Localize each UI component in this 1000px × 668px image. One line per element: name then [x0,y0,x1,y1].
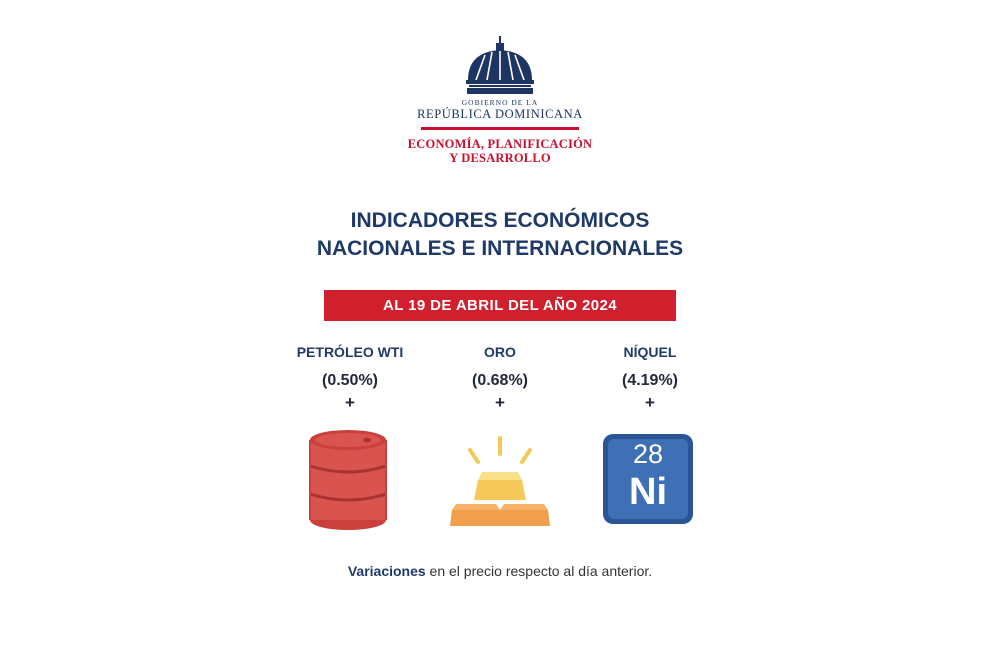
dome-emblem-icon [465,34,535,96]
element-symbol: Ni [629,471,667,513]
indicator-sign: + [495,393,505,412]
government-label: GOBIERNO DE LA [461,98,539,107]
page-title [200,207,800,263]
indicator-name: PETRÓLEO WTI [296,344,404,360]
indicator-nickel [570,343,730,412]
date-banner: AL 19 DE ABRIL DEL AÑO 2024 [324,290,676,321]
nickel-element-icon [602,433,694,525]
title-line-1: INDICADORES ECONÓMICOS [350,209,650,232]
indicator-gold [420,343,580,412]
indicator-variation: (0.68%) [471,372,529,389]
title-line-2: NACIONALES E INTERNACIONALES [316,237,684,260]
indicator-variation: (0.50%) [321,372,379,389]
indicator-name: NÍQUEL [623,344,677,360]
logo-divider [421,127,579,130]
indicator-sign: + [645,393,655,412]
footnote-bold: Variaciones [347,563,426,579]
oil-barrel-icon [307,428,389,532]
indicator-oil [270,343,430,412]
ministry-line-2: Y DESARROLLO [449,151,551,165]
indicator-sign: + [345,393,355,412]
government-logo [400,34,600,165]
indicator-variation: (4.19%) [621,372,679,389]
footnote-text: en el precio respecto al día anterior. [425,563,653,579]
ministry-line-1: ECONOMÍA, PLANIFICACIÓN [407,137,593,151]
element-number: 28 [632,439,664,469]
indicator-name: ORO [484,344,516,360]
country-label: REPÚBLICA DOMINICANA [417,107,583,121]
gold-bars-icon [450,438,550,526]
footnote [200,563,800,579]
